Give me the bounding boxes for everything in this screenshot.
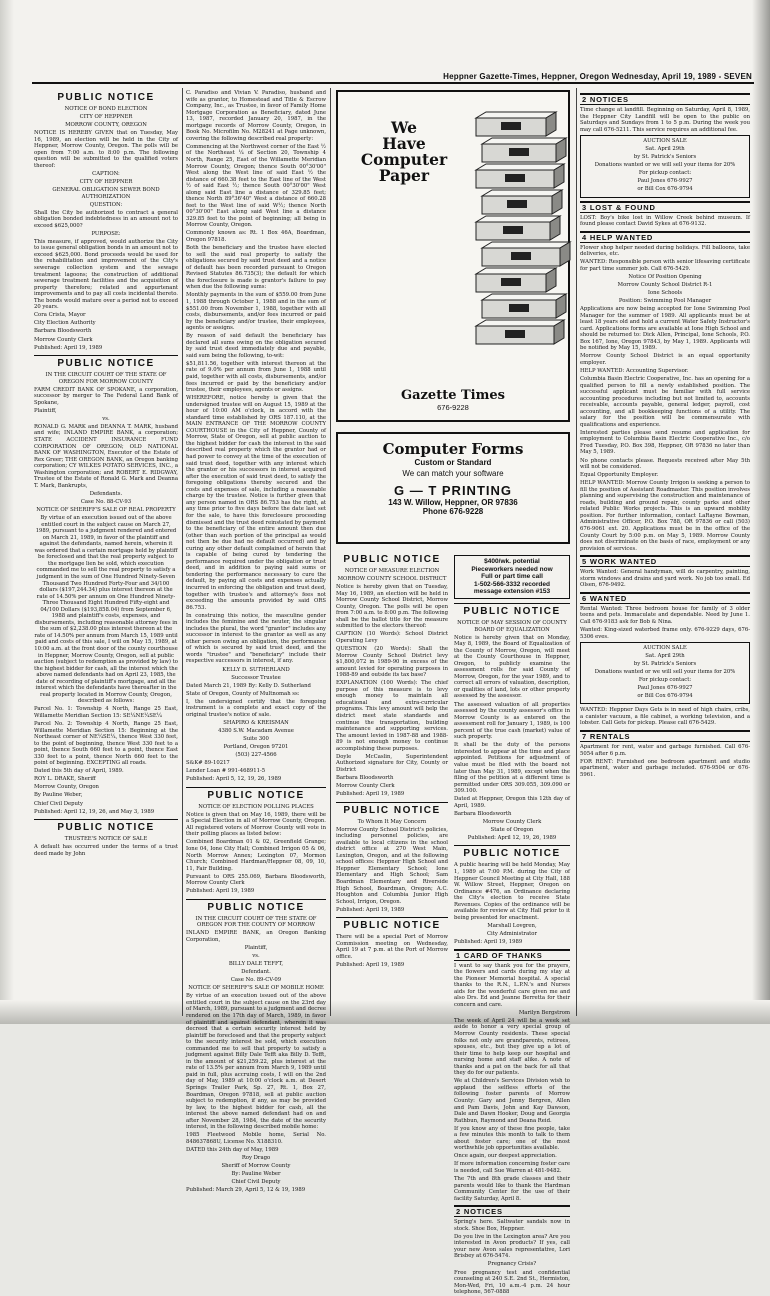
text-paragraph: EXPLANATION (100 Words): The chief purpose of this measure is to levy enough money to maintain all educational and extra-curricular programs. This levy amount will help the district meet state standards and continue the transportation, building maintenance and supporting services. The amount levied in 1987-88 and 1988-89 is not enough money to continue accomplishing these purposes.: [336, 680, 448, 752]
paper-box-label: [509, 304, 529, 312]
paper-box-label: [503, 226, 523, 234]
section-card-of-thanks: 1 CARD OF THANKS: [454, 949, 570, 961]
public-notice-header: PUBLIC NOTICE: [57, 92, 155, 103]
text-paragraph: HELP WANTED: Morrow County Irrigon is seeking a person to fill the position of Assistant Roadmaster. This position involves planning and supervising the construction and maintenance of roads, building and ground repair, county parks and other related Public Works projects. This is an upward mobility position. For further information, contact LaRayne Bowman, Administrative Officer, P.O. Box 788, OR 97836 or call (503) 676-9061 ext. 20. Applications must be in the office of the County Court by 5:00 p.m. on May 5, 1989. Morrow County does not discriminate on the basis of race, employment or any provision of services.: [580, 480, 750, 552]
port-meeting-notice: [336, 934, 448, 968]
measure-election-notice: [336, 568, 448, 798]
text-paragraph: IN THE CIRCUIT COURT OF THE STATE OF OREGON FOR THE COUNTY OF MORROW: [195, 915, 317, 929]
text-paragraph: FOR RENT: Furnished one bedroom apartment and studio apartment, water and garbage included. 676-9504 or 676-5961.: [580, 758, 750, 778]
text-paragraph: Morrow County School District R-1: [617, 281, 713, 288]
text-paragraph: vs.: [252, 953, 260, 960]
classifieds-column: [580, 90, 750, 1018]
scan-shadow-left: [0, 0, 14, 1024]
text-paragraph: 4380 S.W. Macadam Avenue: [218, 727, 294, 734]
text-paragraph: Morrow County Clerk: [336, 782, 395, 789]
text-paragraph: Published: April 12, 19, 26, and May 3, 1989: [34, 808, 155, 815]
text-paragraph: WANTED: Responsible person with senior lifesaving certificate for part time summer job. Call 676-5429.: [580, 259, 750, 272]
text-paragraph: State of Oregon: [490, 826, 534, 833]
computer-paper-ad: [336, 90, 570, 422]
paper-box-top: [482, 190, 562, 196]
public-notice-header: PUBLIC NOTICE: [186, 787, 326, 801]
text-paragraph: Once again, our deepest appreciation.: [454, 1153, 557, 1160]
text-paragraph: Suite 300: [243, 735, 269, 742]
text-paragraph: For pickup contact:: [638, 677, 692, 684]
text-paragraph: TRUSTEE'S NOTICE OF SALE: [64, 836, 148, 843]
text-paragraph: CITY OF HEPPNER: [79, 114, 133, 121]
text-paragraph: There will be a special Port of Morrow Commission meeting on Wednesday, April 19 at 7 p.m. at the Port of Morrow office.: [336, 934, 448, 960]
column-3-lower: [336, 552, 448, 1016]
paper-box-label: [505, 330, 525, 338]
text-paragraph: vs.: [102, 415, 110, 422]
text-paragraph: Notice is hereby given that on Tuesday, May 16, 1989, an election will be held in Morrow County School District, Morrow County, Oregon. The polls will be open from 7:00 a.m. to 8:00 p.m. The following shall be the ballot title for the measure submitted to the electors thereof:: [336, 584, 448, 630]
text-paragraph: Shall the City be authorized to contract a general obligation bonded indebtedness in an amount not to exceed $625,000?: [34, 209, 178, 229]
paper-box-top: [476, 268, 556, 274]
text-paragraph: Defendant.: [241, 969, 271, 976]
text-paragraph: Commonly known as: Rt. 1 Box 46A, Boardman, Oregon 97818.: [186, 230, 326, 244]
paper-box-top: [476, 164, 564, 170]
text-paragraph: Sat. April 29th: [645, 146, 685, 153]
column-4-lower: [454, 552, 570, 1296]
text-paragraph: I want to say thank you for the prayers, the flowers and cards during my stay at the Pioneer Memorial hospital. A special thanks to the R.N., L.P.N.'s and Nurses aids for the wonderful care given me and also Drs. Ed and Jeanne Berretta for their concern and care.: [454, 962, 570, 1008]
text-paragraph: By reason of said default the beneficiary has declared all sums owing on the obligation secured by said trust deed immediately due and payable, said sum being the following, to-wit:: [186, 333, 326, 359]
text-paragraph: Published: April 12, 19, 26, 1989: [467, 834, 557, 841]
masthead-rule: [32, 82, 754, 84]
text-paragraph: Monthly payments in the sum of $559.00 from June 1, 1988 through October 1, 1988 and in the sum of $551.00 from November 1, 1988, together with all costs, disbursements, and/or fees incurred or paid by the beneficiary and/or trustee, their employees, agents or assigns.: [186, 292, 326, 332]
public-notice-header: PUBLIC NOTICE: [454, 845, 570, 859]
auction-sale-box: [580, 642, 750, 704]
text-paragraph: Sheriff of Morrow County: [221, 1162, 291, 1169]
text-paragraph: Morrow County School District's policies, including personnel policies, are available to local citizens in the school district office at 270 West Main, Lexington, Oregon, and at the following school offices: Heppner High School and Heppner Elementary School; Ione Elementary and High School; Sam Boardman Elementary and Riverside High School, Boardman, Oregon; A.C. Houghton and Columbia Junior High School, Irrigon, Oregon.: [336, 826, 448, 905]
text-paragraph: Position: Swimming Pool Manager: [618, 297, 712, 304]
text-paragraph: NOTICE OF SHERIFF'S SALE OF MOBILE HOME: [188, 985, 324, 992]
text-paragraph: or Bill Cox 676-9794: [637, 693, 693, 700]
text-paragraph: IN THE CIRCUIT COURT OF THE STATE OF OREGON FOR MORROW COUNTY: [45, 372, 167, 385]
text-paragraph: Dated at Heppner, Oregon this 12th day of April, 1989.: [454, 796, 570, 809]
section-help-wanted: 4 HELP WANTED: [580, 231, 750, 243]
text-paragraph: No phone contacts please. Requests received after May 5th will not be considered.: [580, 457, 750, 471]
text-paragraph: Doyle McCaslin, Superintendent Authorized signature for City, County or District: [336, 753, 448, 773]
text-paragraph: Columbia Basin Electric Cooperative, Inc. has an opening for a qualified person to fill a newly established position. The successful applicant must be familiar with full service accounting procedures including but not limited to, accounts receivable, accounts payable, general ledger, payroll, cost accounting, and all bookkeeping functions of a utility. The salary for the position will be commensurate with qualifications and experience.: [580, 375, 750, 428]
text-paragraph: Notice Of Position Opening: [628, 273, 702, 280]
section-notices: 2 NOTICES: [454, 1205, 570, 1217]
section-lost-found: 3 LOST & FOUND: [580, 201, 750, 213]
text-paragraph: The assessed valuation of all properties assessed by the county assessor's office in Morrow County is as entered on the assessment roll for January 1, 1989, is 100 percent of the true cash (market) value of such property.: [454, 701, 570, 741]
text-paragraph: Published: April 19, 1989: [336, 791, 405, 797]
text-paragraph: If more information concerning foster care is needed, call Sue Warren at 481-9482.: [454, 1161, 570, 1174]
text-paragraph: NOTICE OF MEASURE ELECTION: [344, 568, 440, 574]
text-paragraph: Barbara Bloodsworth: [336, 774, 394, 781]
text-paragraph: WANTED: Heppner Days Gets is in need of high chairs, cribs, a canister vacuum, a file cabinet, a working television, and a lobster. Call Gets for pickup. Please call 676-5429.: [580, 707, 750, 727]
text-paragraph: Parcel No. 1: Township 4 North, Range 25 East, Willamette Meridian Section 15: SE¼NE¼SE¼: [34, 706, 178, 719]
text-paragraph: I, the undersigned certify that the foregoing instrument is a complete and exact copy of the original trustee's notice of sale.: [186, 698, 326, 718]
text-paragraph: Published: March 29, April 5, 12 & 19, 1989: [186, 1187, 306, 1194]
page-masthead: Heppner Gazette-Times, Heppner, Oregon Wednesday, April 19, 1989 - SEVEN: [443, 72, 752, 81]
text-paragraph: SHAPIRO & KREISMAN: [223, 719, 289, 726]
text-paragraph: S&K# 89-10217: [186, 760, 230, 767]
text-paragraph: Lender Loan # 991-468911-5: [186, 768, 266, 775]
text-paragraph: NOTICE IS HEREBY GIVEN that on Tuesday, May 16, 1989, an election will be held in the City of Heppner, Morrow County, Oregon. The polls will be open from 7:00 a.m. to 8:00 p.m. The following question will be submitted to the qualified voters thereof:: [34, 130, 178, 169]
text-paragraph: WHEREFORE, notice hereby is given that the undersigned trustee will on August 15, 1989 at the hour of 10:00 AM o'clock, in accord with the standard time established by ORS 187.110, at the MAIN ENTRANCE OF THE MORROW COUNTY COURTHOUSE in the City of Heppner, County of Morrow, State of Oregon, sell at public auction to the highest bidder for cash the interest in the said described real property which the grantor had or had power to convey at the time of the execution of said trust deed, together with any interest which the grantor or his successors in interest acquired after the execution of said trust deed, to satisfy the foregoing obligations thereby secured and the costs and expenses of sale, including a reasonable charge by the trustee. Notice is further given that any person named in ORS 86.753 has the right, at any time prior to five days before the date last set for the sale, to have this foreclosure proceeding dismissed and the trust deed reinstated by payment to the beneficiary of the entire amount then due (other than such portion of the principal as would not then be due had no default occurred) and by curing any other default complained of herein that is capable of being cured by tendering the performance required under the obligation or trust deed, and in addition to paying said sums or tendering the performance necessary to cure the default, by paying all costs and expenses actually incurred in enforcing the obligation and trust deed, together with trustee's and attorney's fees not exceeding the amounts provided by said ORS 86.753.: [186, 395, 326, 611]
text-paragraph: ROY L. DRAKE, Sheriff: [34, 776, 96, 783]
text-paragraph: AUCTION SALE: [643, 138, 687, 145]
text-paragraph: Parcel No. 2: Township 4 North, Range 25 East, Willamette Meridian Section 15: Beginning at the Northeast corner of NE¼SE¼, thence West 330 feet, to the point of beginning, thence West 330 feet to a point, thence South 660 feet to a point, thence East 330 feet to a point, thence North 660 feet to the point of beginning. EXCEPTING all roads.: [34, 720, 178, 767]
text-paragraph: The 7th and 8th grade classes and their parents would like to thank the Hardman Community Center for the use of their facility Saturday, April 8.: [454, 1175, 570, 1202]
text-paragraph: by St. Patrick's Seniors: [633, 154, 697, 161]
text-paragraph: Applications are now being accepted for Ione Swimming Pool Manager for the summer of 1989. All applicants must be at least 18 years old and hold a current Water Safety Instructor's card. Applications forms are available at Ione High School and should be returned to: Dick Allen, Principal, Ione Schools, P.O. Box 167, Ione, Oregon 97843, by May 1, 1989. Applicants will be notified by May 15, 1989.: [580, 305, 750, 352]
public-notice-header: PUBLIC NOTICE: [34, 355, 178, 369]
text-paragraph: by St. Patrick's Seniors: [633, 661, 697, 668]
paper-box-top: [476, 320, 564, 326]
text-paragraph: NOTICE OF ELECTION POLLING PLACES: [198, 803, 314, 810]
text-paragraph: By virtue of an execution issued out of the above entitled court in the subject cause on the 23rd day of March, 1989, pursuant to a judgment and decree rendered on the 17th day of March, 1989, in favor of plaintiff and against defendant, wherein it was decreed that a certain security interest held by plaintiff be foreclosed and that the property subject to the security interest be sold, which execution commanded me to sell that property to satisfy a judgment against Billy Dale Tefft aka Billy D. Tefft, in the amount of $21,259.22, plus interest at the rate of 13.5% per annum from March 9, 1989 until paid in full, plus accruing costs, I will on the 2nd day of May, 1989 at 10:00 o'clock a.m. at Desert Springs Trailer Park, Sp. 27, Rt. 1, Box 27, Boardman, Oregon 97818, sell at public auction subject to redemption, if any, as may be provided by law, to the highest bidder for cash, all the interest the above named defendant had on and after November 28, 1984, the date of the security interest, in the following described mobile home:: [186, 993, 326, 1131]
paper-box-label: [511, 252, 531, 260]
text-paragraph: PURPOSE:: [91, 230, 121, 237]
text-paragraph: Cora Crista, Mayor: [34, 312, 86, 319]
text-paragraph: KELLY D. SUTHERLAND: [222, 666, 290, 673]
text-paragraph: HELP WANTED: Accounting Supervisor.: [580, 367, 689, 374]
text-paragraph: Time change at landfill. Beginning on Saturday, April 8, 1989, the Heppner City Landfill will be open to the public on Saturdays and Sundays from 1 to 5 p.m. During the week you may call 676-5211. This service requires an additional fee.: [580, 107, 750, 133]
paper-box-label: [501, 122, 521, 130]
piecework-ad: $400/wk. potential Pieceworkers needed now Full or part time call 1-502-566-3332 recorded message extension #153: [454, 555, 570, 599]
text-paragraph: or Bill Cox 676-9794: [637, 186, 693, 193]
text-paragraph: Do you live in the Lexington area? Are you interested in Avon products? If yes, call your new Avon sales representative, Lori Brisbey at 676-5474.: [454, 1233, 570, 1260]
text-paragraph: Rental Wanted: Three bedroom house for family of 3 older teens and pets. Immaculate and dependable. Need by June 1. Call 676-9183 ask for Bob & Nina.: [580, 605, 750, 625]
text-paragraph: AUCTION SALE: [643, 645, 687, 652]
text-paragraph: Pursuant to ORS 255.069, Barbara Bloodsworth, Morrow County Clerk: [186, 873, 326, 887]
text-paragraph: C. Paradiso and Vivian V. Paradiso, husband and wife as grantor, to Homestead and Title & Escrow Company, Inc., as Trustee, in favor of Family Home Mortgage Corporation as Beneficiary, dated June 13, 1987, recorded January 20, 1987, in the mortgage records of Morrow County, Oregon, in Book No. Microfilm No. M28241 at Page unknown, covering the following described real property:: [186, 90, 326, 142]
text-paragraph: CAPTION:: [92, 170, 120, 177]
text-paragraph: NOTICE OF MAY SESSION OF COUNTY BOARD OF EQUALIZATION: [457, 619, 567, 633]
text-paragraph: Published: April 19, 1989: [454, 938, 523, 945]
text-paragraph: Combined Boardman 01 & 02, Greenfield Grange; Ione 04, Ione City Hall; Combined Irrigon 05 & 06, North Morrow Annex; Lexington 07, Mormon Church; Combined Hardman/Heppner 08, 09, 10, 11, Fair Building.: [186, 839, 326, 872]
paper-box-label: [507, 200, 527, 208]
text-paragraph: Roy Drago: [241, 1154, 271, 1161]
text-paragraph: Interested parties please send resume and application for employment to Columbia Basin Electric Cooperative Inc., c/o Fred Tuesday, P.O. Box 398, Heppner, OR 97836 no later than May 5, 1989.: [580, 429, 750, 456]
text-paragraph: $51,811.56, together with interest thereon at the rate of 9.0% per annum from June 1, 1988 until paid, together with all costs, disbursements, and/or fees incurred or paid by the beneficiary and/or trustee, their employees, agents or assigns.: [186, 360, 326, 394]
section-work-wanted: 5 WORK WANTED: [580, 555, 750, 567]
text-paragraph: To Whom It May Concern: [357, 818, 427, 825]
text-paragraph: QUESTION:: [89, 201, 123, 208]
text-paragraph: Free pregnancy test and confidential counseling at 240 S.E. 2nd St., Hermiston, Mon-Wed, Fri, 10 a.m.-4 p.m. 24 hour telephone, 567-0888: [454, 1269, 570, 1296]
paper-box-label: [501, 278, 521, 286]
paper-box-top: [482, 294, 566, 300]
text-paragraph: Published: April 5, 12, 19, 26, 1989: [186, 776, 282, 783]
column-divider: [182, 88, 183, 1016]
text-paragraph: Paul Jones 676-9927: [637, 685, 693, 692]
text-paragraph: Ione Schools: [647, 289, 683, 296]
text-paragraph: Apartment for rent, water and garbage furnished. Call 676-5054 after 6 p.m.: [580, 744, 750, 757]
text-paragraph: In construing this notice, the masculine gender includes the feminine and the neuter, the singular includes the plural, the word "grantor" includes any successor in interest to the grantor as well as any other person owing an obligation, the performance of which is secured by said trust deed, and the words "trustee" and "beneficiary" include their respective successors in interest, if any.: [186, 612, 326, 665]
text-paragraph: City Administrator: [487, 930, 537, 937]
text-paragraph: We at Children's Services Division wish to applaud the selfless efforts of the following foster parents of Morrow County: Gary and Jenny Bergren, Allen and Pam Davis, John and Kay Dawson, Dale and Dawn Hooker, Doug and Georgia Rathbun, Raymond and Deana Reid.: [454, 1078, 570, 1124]
text-paragraph: The week of April 24 will be a week set aside to honor a very special group of Morrow County residents. These special folks not only are grandparents, retirees, spouses, etc., but they give up a lot of their time to help keep our hospital and nursing home and staff alike. A note of thanks and a pat on the back for all that they do for our patients.: [454, 1017, 570, 1077]
text-paragraph: BILLY DALE TEFFT,: [228, 961, 284, 968]
text-paragraph: Donations wanted or we will sell your items for 20%: [594, 162, 736, 169]
text-paragraph: NOTICE OF SHERIFF'S SALE OF REAL PROPERTY: [36, 506, 176, 513]
paper-box-label: [505, 174, 525, 182]
public-notice-header: PUBLIC NOTICE: [336, 802, 448, 816]
text-paragraph: By: Pauline Weber: [231, 1171, 281, 1178]
text-paragraph: Case No. 88-CV-93: [80, 498, 132, 505]
text-paragraph: Flower shop helper needed during holidays. Fill balloons, take deliveries, etc.: [580, 244, 750, 258]
section-wanted: 6 WANTED: [580, 592, 750, 604]
ad-headline: We Have Computer Paper: [360, 118, 448, 185]
text-paragraph: FARM CREDIT BANK OF SPOKANE, a corporation, successor by merger to The Federal Land Bank of Spokane,: [34, 386, 178, 406]
text-paragraph: Plaintiff,: [34, 407, 57, 414]
text-paragraph: CAPTION (10 Words): School District Operating Levy: [336, 631, 448, 644]
computer-forms-ad: Computer Forms Custom or Standard We can match your software G — T PRINTING 143 W. Willow, Heppner, OR 97836 Phone 676-9228: [336, 432, 570, 544]
text-paragraph: By Pauline Weber,: [34, 792, 83, 799]
text-paragraph: Dated March 21, 1989 By: Kelly D. Sutherland: [186, 682, 311, 689]
public-notice-header: PUBLIC NOTICE: [186, 899, 326, 913]
column-1: [34, 90, 178, 1016]
text-paragraph: A public hearing will be held Monday, May 1, 1989 at 7:00 P.M. during the City of Heppner Council Meeting at City Hall, 188 W. Willow Street, Heppner, Oregon on Ordinance #476, an Ordinance declaring the City's election to receive State Revenues. Copies of the ordinance will be available for review at City Hall prior to it being presented for enactment.: [454, 862, 570, 921]
trustee-sale-continued: [186, 90, 326, 783]
paper-box-label: [509, 148, 529, 156]
section-rentals: 7 RENTALS: [580, 730, 750, 742]
paper-box-top: [482, 138, 566, 144]
text-paragraph: Sat. April 29th: [645, 653, 685, 660]
text-paragraph: GENERAL OBLIGATION SEWER BOND AUTHORIZATION: [52, 187, 160, 200]
text-paragraph: Published: April 19, 1989: [186, 888, 255, 895]
text-paragraph: MORROW COUNTY SCHOOL DISTRICT: [337, 576, 447, 583]
text-paragraph: NOTICE OF BOND ELECTION: [64, 106, 148, 112]
public-notice-header: PUBLIC NOTICE: [34, 819, 178, 833]
text-paragraph: Wanted: King-sized waterbed frame only. 676-9229 days, 676-5306 eves.: [580, 626, 750, 640]
paper-box-top: [476, 112, 556, 118]
text-paragraph: Donations wanted or we will sell your items for 20%: [594, 669, 736, 676]
text-paragraph: City Election Authority: [34, 320, 96, 327]
text-paragraph: Marilyn Bergstrom: [518, 1009, 570, 1016]
scan-shadow-right: [752, 0, 770, 1024]
text-paragraph: Notice is hereby given that on Monday, May 8, 1989, the Board of Equalization of the County of Morrow, Oregon, will meet at the County Courthouse in Heppner, Oregon, to publicly examine the assessment rolls for said County of Morrow, Oregon, for the year 1989, and to correct all errors of valuation, description, or qualities of land, lots or other property assessed by the assessor.: [454, 634, 570, 700]
text-paragraph: Paul Jones 676-9927: [637, 178, 693, 185]
text-paragraph: Pregnancy Crisis?: [487, 1261, 537, 1268]
auction-sale-box: [580, 135, 750, 197]
text-paragraph: Published: April 19, 1989: [34, 344, 103, 351]
text-paragraph: Defendants.: [89, 490, 123, 497]
text-paragraph: This measure, if approved, would authorize the City to issue general obligation bonds in an amount not to exceed $625,000. Bond proceeds would be used for the rehabilitation and improvement of the City's sewerage collection system and the sewage treatment lagoons; the construction of additional sewerage treatment facilities and the acquisition of property therefore; related and appurtenant improvements and to pay all costs incidental thereto. The bonds would mature over a period not to exceed 20 years.: [34, 238, 178, 311]
text-paragraph: Chief Civil Deputy: [231, 1179, 281, 1186]
bond-election-notice: [34, 106, 178, 351]
text-paragraph: It shall be the duty of the persons interested to appear at the time and place appointed. Petitions for adjustment of value must be filed with the board not later than May 31, 1989, except when the filing of the petition at a different time is permitted under ORS 309.055, 309.090 or 309.100.: [454, 742, 570, 795]
text-paragraph: Barbara Bloodsworth: [34, 328, 92, 335]
text-paragraph: Commencing at the Northwest corner of the East ½ of the Northeast ¼ of Section 20, Township 4 North, Range 25, East of the Willamette Meridian Morrow County, Oregon; thence South 00°30'00" West along the West line of said East ½ the distance of 660.38 feet to the East line of the West ½ of said East ½; thence South 00°30'00" West along said East line a distance of 329.85 feet; thence North 89°36'40" West a distance of 660.28 feet to the West line of said W½; thence North 00°30'00" East along said West line a distance 329.85 feet to the point of beginning; all being in Morrow County, Oregon.: [186, 143, 326, 229]
sheriff-sale-notice: [34, 372, 178, 815]
text-paragraph: A default has occurred under the terms of a trust deed made by John: [34, 844, 178, 857]
text-paragraph: CITY OF HEPPNER: [79, 178, 133, 185]
section-notices: 2 NOTICES: [580, 93, 750, 105]
text-paragraph: INLAND EMPIRE BANK, an Oregon Banking Corporation,: [186, 930, 326, 943]
text-paragraph: 1985 Fleetwood Mobile home, Serial No. 848637868U, License No. X188310.: [186, 1132, 326, 1145]
text-paragraph: Chief Civil Deputy: [34, 800, 84, 807]
school-policies-notice: [336, 819, 448, 914]
column-divider: [330, 88, 331, 1016]
text-paragraph: Barbara Bloodsworth: [454, 810, 512, 817]
column-2: [186, 90, 326, 1194]
public-notice-header: PUBLIC NOTICE: [454, 603, 570, 617]
text-paragraph: Spring's here. Saltwater sandals now in stock. Shoe Box, Heppner.: [454, 1219, 570, 1232]
text-paragraph: Dated this 5th day of April, 1989.: [34, 768, 124, 775]
text-paragraph: Published: April 19, 1989: [336, 961, 405, 968]
text-paragraph: Morrow County School District is an equal opportunity employer.: [580, 353, 750, 366]
text-paragraph: Notice is given that on May 16, 1989, there will be a Special Election in all of Morrow County, Oregon. All registered voters of Morrow County will vote in their polling places as listed below:: [186, 811, 326, 838]
text-paragraph: For pickup contact:: [638, 170, 692, 177]
paper-box-top: [476, 216, 560, 222]
text-paragraph: DATED this 24th day of May, 1989: [186, 1146, 279, 1153]
text-paragraph: Published: April 19, 1989: [336, 906, 405, 913]
text-paragraph: QUESTION (20 Words): Shall the Morrow County School District levy $1,800,072 in 1989-90 in excess of the amount levied for operating purposes in 1988-89 and outside its tax base?: [336, 646, 448, 679]
text-paragraph: Morrow County, Oregon: [34, 784, 99, 791]
public-hearing-notice: [454, 862, 570, 945]
text-paragraph: Plaintiff,: [244, 945, 268, 952]
text-paragraph: MORROW COUNTY, OREGON: [65, 122, 147, 129]
paper-box-top: [482, 242, 570, 248]
text-paragraph: Successor Trustee: [231, 674, 281, 681]
trustee-sale-notice: [34, 836, 178, 857]
text-paragraph: Morrow County Clerk: [482, 818, 542, 825]
text-paragraph: LOST: Boy's bike lost in Willow Creek behind museum. If found please contact David Sykes at 676-9132.: [580, 214, 750, 228]
text-paragraph: Work Wanted: General handyman, will do carpentry, painting, storm windows and drains and yard work. No job too small. Ed Olsen, 676-9492.: [580, 569, 750, 589]
text-paragraph: State of Oregon, County of Multnomah ss:: [186, 690, 300, 697]
text-paragraph: If you know any of these fine people, take a few minutes this month to talk to them about foster care; one of the most worthwhile job opportunities available.: [454, 1125, 570, 1152]
text-paragraph: Both the beneficiary and the trustee have elected to sell the said real property to satisfy the obligations secured by said trust deed and a notice of default has been recorded pursuant to Oregon Revised Statutes 86.735(3); the default for which the foreclosure is made is grantor's failure to pay when due the following sums:: [186, 245, 326, 291]
text-paragraph: Case No. 89-CV-09: [230, 977, 282, 984]
public-notice-header: PUBLIC NOTICE: [336, 917, 448, 931]
column-divider: [576, 88, 577, 1016]
text-paragraph: Morrow County Clerk: [34, 336, 93, 343]
equalization-notice: [454, 620, 570, 842]
paper-stack-illustration: [466, 106, 564, 358]
text-paragraph: Portland, Oregon 97201: [223, 744, 289, 750]
text-paragraph: Equal Opportunity Employer.: [580, 472, 659, 479]
public-notice-header: PUBLIC NOTICE: [343, 554, 441, 565]
text-paragraph: By virtue of an execution issued out of the above entitled court in the subject cause on March 27, 1989, pursuant to a judgment rendered and entered on March 21, 1989, in favor of the plaintiff and against the defendants, named herein, wherein it was ordered that a certain mortgage held by plaintiff be foreclosed and that the real property subject to the mortgage lien be sold, which execution commanded me to sell the real property to satisfy a judgment in the sum of One Hundred Ninety-Seven Thousand Two Hundred Forty-Four and 34/100 dollars ($197,244.34) plus interest thereon at the rate of 14.50% per annum on One Hundred Ninety-Three Thousand Eight Hundred Fifty-eight and 04/100 Dollars ($193,858.04) from September 6, 1988 and plaintiff's costs, expenses, and disbursements, including reasonable attorney fees in the sum of $2,238.00 plus interest thereon at the rate of 14.50% per annum from March 15, 1989 until paid and costs of this sale, I will on May 15, 1989, at 10:00 a.m. at the front door of the county courthouse in Heppner, Morrow County, Oregon, sell at public auction (subject to redemption as provided by law) to the highest bidder for cash, all the interest which the above named defendants had on April 23, 1985, the date of recording of plaintiff's mortgage, and all the interest which the defendants have thereafter in the real property located in Morrow County, Oregon, described as follows:: [34, 515, 178, 705]
ad-footer: Gazette Times 676-9228: [401, 388, 505, 412]
text-paragraph: Marshall Lovgren,: [487, 922, 537, 929]
text-paragraph: RONALD G. MARK and DEANNA T. MARK, husband and wife; INLAND EMPIRE BANK, a corporation; STATE ACCIDENT INSURANCE FUND CORPORATION OF OREGON; OLD NATIONAL BANK OF WASHINGTON, Executor of the Estate of Rex Greer; THE OREGON BANK, an Oregon banking corporation; CY WILKES POTATO SERVICES, INC., a Washington corporation; and ROBERT E. RIDGWAY, Trustee of the Estate of Ronald G. Mark and Deanna T. Mark, Bankrupts,: [34, 423, 178, 489]
text-paragraph: (503) 227-4566: [235, 752, 277, 759]
